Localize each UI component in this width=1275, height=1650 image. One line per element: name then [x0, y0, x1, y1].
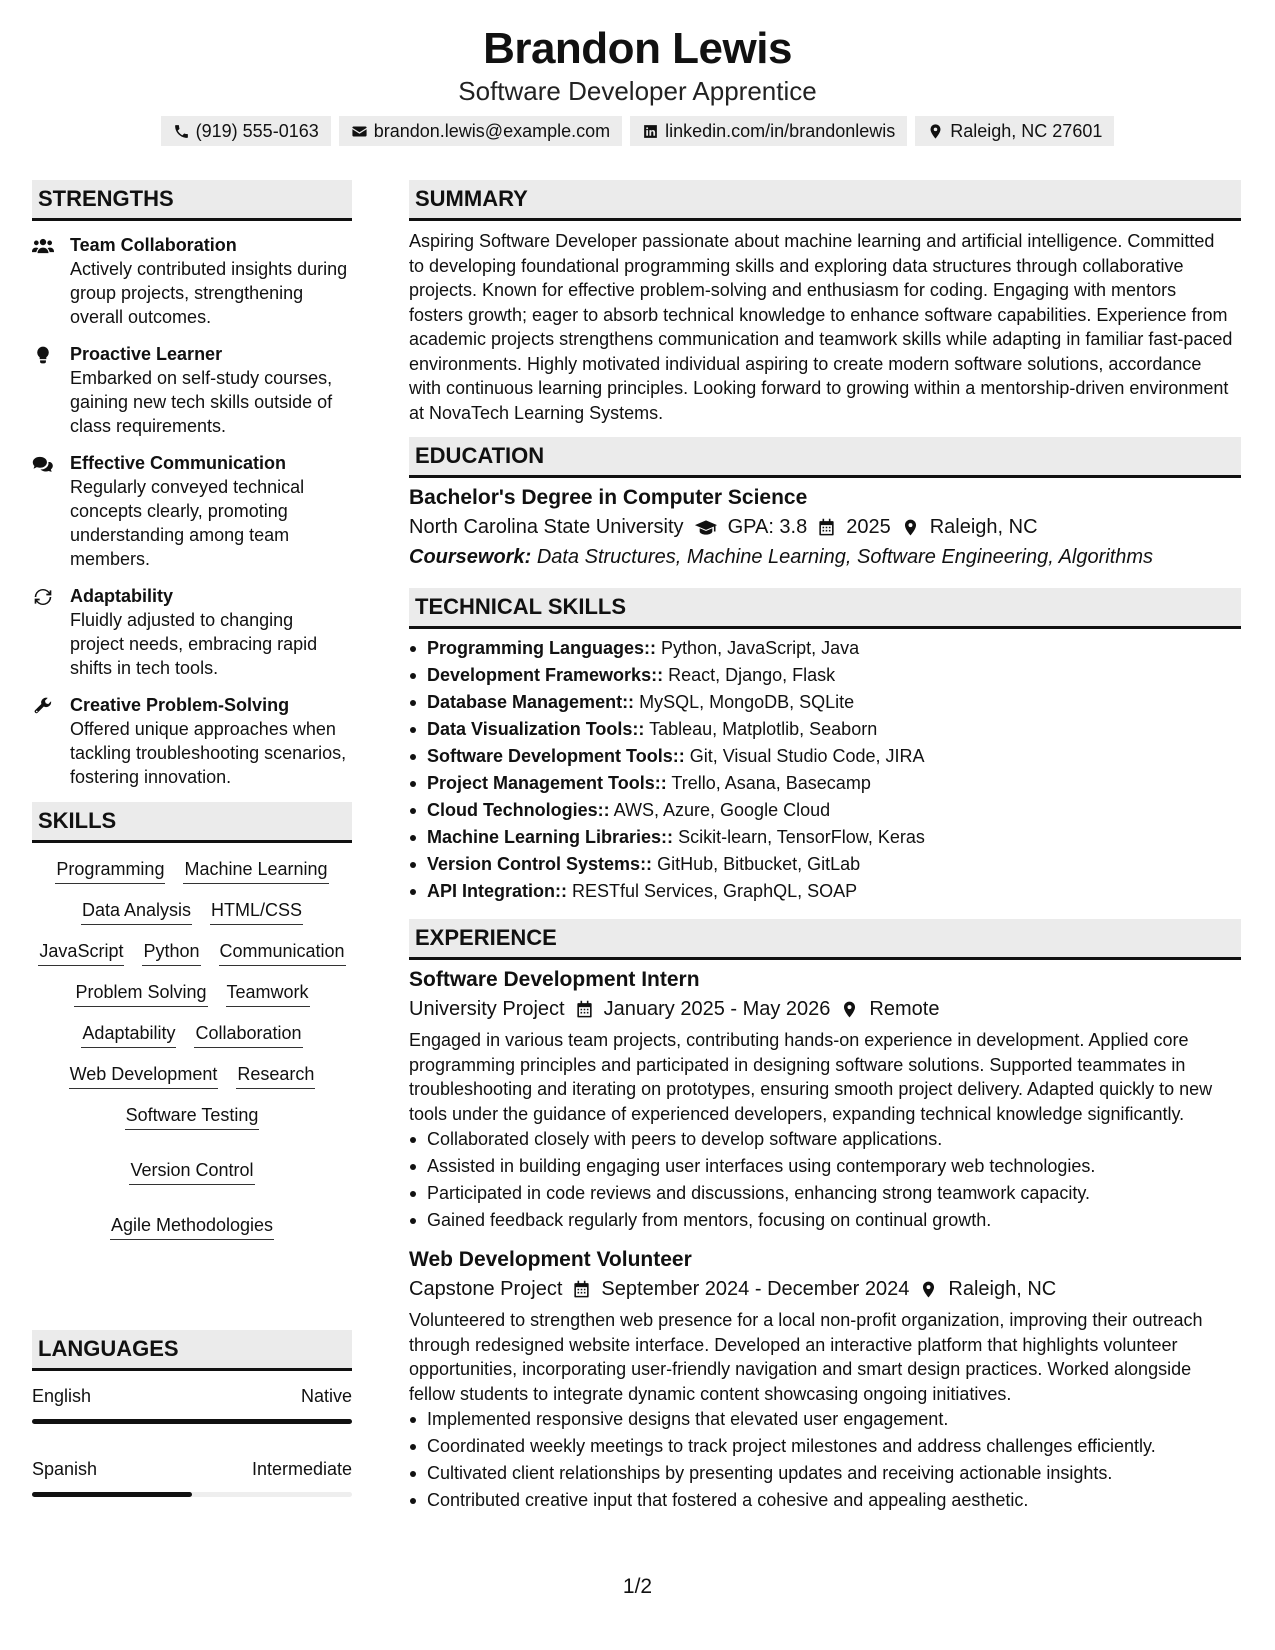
job-bullet: Cultivated client relationships by presenting updates and receiving actionable insights. [409, 1460, 1241, 1487]
tech-skill-label: Development Frameworks:: [427, 665, 664, 685]
envelope-icon [351, 123, 368, 140]
language-bar-fill [32, 1492, 192, 1497]
map-pin-icon [901, 518, 920, 537]
job-description: Volunteered to strengthen web presence for a local non-profit organization, improving their outreach through redesigned website interface. Developed an interactive platform that highlights volunteer opportunities, incorporating user-friendly navigation and smart design practices. Worked alongside fellow students to integrate dynamic content showcasing ongoing initiatives. [409, 1310, 1203, 1404]
job-bullet: Collaborated closely with peers to develop software applications. [409, 1126, 1241, 1153]
strength-item [32, 342, 352, 438]
skill-tag: HTML/CSS [210, 898, 303, 925]
users-icon [32, 236, 54, 256]
linkedin-text: linkedin.com/in/brandonlewis [665, 120, 896, 141]
education-meta [409, 512, 1241, 542]
skill-tag: Software Testing [125, 1103, 260, 1130]
language-item [32, 1383, 352, 1424]
skill-tag: Problem Solving [74, 980, 207, 1007]
language-bar-fill [32, 1419, 352, 1424]
skill-tag: Adaptability [81, 1021, 176, 1048]
candidate-name: Brandon Lewis [483, 24, 792, 73]
map-pin-icon [919, 1280, 938, 1299]
strength-desc: Offered unique approaches when tackling troubleshooting scenarios, fostering innovation. [70, 719, 347, 787]
page-number: 1/2 [622, 1575, 653, 1598]
job-description: Engaged in various team projects, contributing hands-on experience in development. Applied core programming principles and participated in designing software solutions. Supported teammates in troubleshooting and iterating on prototypes, ensuring smooth project delivery. Adapted quickly to new tools under the guidance of experienced developers, expanding technical knowledge significantly. [409, 1030, 1213, 1124]
job-dates: January 2025 - May 2026 [603, 998, 831, 1020]
right-column [409, 180, 1241, 1514]
job-meta [409, 1274, 1241, 1304]
job-bullet: Contributed creative input that fostered a cohesive and appealing aesthetic. [409, 1487, 1241, 1514]
skills-heading: SKILLS [32, 802, 352, 843]
linkedin-icon [642, 123, 659, 140]
job-entry [409, 966, 1241, 1234]
map-pin-icon [927, 123, 944, 140]
skill-tag: Data Analysis [81, 898, 192, 925]
job-bullet: Participated in code reviews and discussions, enhancing strong teamwork capacity. [409, 1180, 1241, 1207]
tech-skill-item [409, 635, 1241, 662]
strengths-heading: STRENGTHS [32, 180, 352, 221]
job-org: Capstone Project [409, 1278, 563, 1300]
tech-skill-value: Scikit-learn, TensorFlow, Keras [678, 827, 925, 847]
strength-title: Adaptability [70, 586, 174, 606]
graduation-cap-icon [694, 518, 718, 537]
job-bullets [409, 1126, 1241, 1234]
tech-skill-value: React, Django, Flask [668, 665, 836, 685]
language-level: Intermediate [251, 1459, 352, 1479]
tech-skill-value: MySQL, MongoDB, SQLite [639, 692, 855, 712]
tech-skill-item [409, 716, 1241, 743]
skill-tag: Collaboration [194, 1021, 302, 1048]
school-name: North Carolina State University [409, 516, 684, 538]
language-level: Native [300, 1386, 352, 1406]
skills-list [32, 843, 352, 1240]
lightbulb-icon [32, 345, 54, 365]
skill-tag: Python [142, 939, 200, 966]
skill-tag: Web Development [69, 1062, 219, 1089]
tech-skill-label: Version Control Systems:: [427, 854, 653, 874]
tech-skill-label: Data Visualization Tools:: [427, 719, 645, 739]
contact-phone[interactable] [161, 116, 331, 146]
skill-tag: Communication [219, 939, 346, 966]
tech-skill-item [409, 851, 1241, 878]
job-bullet: Coordinated weekly meetings to track project milestones and address challenges efficiently. [409, 1433, 1241, 1460]
tech-skill-label: Software Development Tools:: [427, 746, 685, 766]
job-entry [409, 1246, 1241, 1514]
languages-section [32, 1330, 352, 1497]
job-meta [409, 994, 1241, 1024]
language-item [32, 1456, 352, 1497]
skill-tag: Teamwork [226, 980, 310, 1007]
strength-desc: Fluidly adjusted to changing project needs, embracing rapid shifts in tech tools. [70, 610, 318, 678]
strength-item [32, 584, 352, 680]
language-name: English [32, 1386, 92, 1406]
strength-item [32, 233, 352, 329]
location-text: Raleigh, NC 27601 [950, 120, 1103, 141]
education-heading: EDUCATION [409, 437, 1241, 478]
job-title: Software Development Intern [409, 968, 700, 991]
skill-tag: Research [236, 1062, 315, 1089]
tech-skill-item [409, 824, 1241, 851]
tech-skill-label: API Integration:: [427, 881, 567, 901]
language-name: Spanish [32, 1459, 98, 1479]
tech-skill-item [409, 662, 1241, 689]
strength-title: Proactive Learner [70, 344, 223, 364]
tech-skill-label: Project Management Tools:: [427, 773, 667, 793]
strength-item [32, 693, 352, 789]
job-dates: September 2024 - December 2024 [601, 1278, 910, 1300]
calendar-icon [817, 518, 836, 537]
strength-desc: Embarked on self-study courses, gaining new tech skills outside of class requirements. [70, 368, 333, 436]
comments-icon [32, 454, 54, 474]
contact-email[interactable] [339, 116, 622, 146]
summary-text: Aspiring Software Developer passionate about machine learning and artificial intelligence. Committed to developing foundational programming skills and exploring data structures through collaborative projects. Known for effective problem-solving and enthusiasm for coding. Engaging with mentors fosters growth; eager to absorb technical knowledge to enhance software capabilities. Experience from academic projects strengthens communication and teamwork skills while adapting in familiar fast-paced environments. Highly motivated individual aspiring to create modern software solutions, accordance with continuous learning principles. Looking forward to growing within a mentorship-driven environment at NovaTech Learning Systems. [409, 231, 1233, 423]
job-bullet: Implemented responsive designs that elevated user engagement. [409, 1406, 1241, 1433]
strengths-list [32, 233, 352, 789]
tech-skill-value: GitHub, Bitbucket, GitLab [657, 854, 861, 874]
education-location: Raleigh, NC [929, 516, 1038, 538]
left-column [32, 180, 352, 1240]
email-text: brandon.lewis@example.com [373, 120, 611, 141]
gpa-text: GPA: 3.8 [727, 516, 808, 538]
grad-year: 2025 [846, 516, 891, 538]
technical-skills-heading: TECHNICAL SKILLS [409, 588, 1241, 629]
strength-desc: Regularly conveyed technical concepts clearly, promoting understanding among team members. [70, 477, 305, 569]
strength-desc: Actively contributed insights during group projects, strengthening overall outcomes. [70, 259, 348, 327]
tech-skill-item [409, 689, 1241, 716]
degree-title: Bachelor's Degree in Computer Science [409, 486, 808, 509]
job-bullet: Assisted in building engaging user interfaces using contemporary web technologies. [409, 1153, 1241, 1180]
strength-title: Effective Communication [70, 453, 287, 473]
phone-text: (919) 555-0163 [195, 120, 319, 141]
language-bar [32, 1492, 352, 1497]
tech-skill-value: Python, JavaScript, Java [661, 638, 860, 658]
skill-tag: JavaScript [38, 939, 124, 966]
calendar-icon [575, 1000, 594, 1019]
wrench-icon [32, 696, 54, 716]
tech-skill-value: Trello, Asana, Basecamp [671, 773, 871, 793]
technical-skills-list [409, 635, 1241, 905]
contact-linkedin[interactable] [630, 116, 907, 146]
tech-skill-value: AWS, Azure, Google Cloud [613, 800, 831, 820]
job-title: Web Development Volunteer [409, 1248, 692, 1271]
tech-skill-item [409, 878, 1241, 905]
tech-skill-label: Cloud Technologies:: [427, 800, 610, 820]
tech-skill-label: Programming Languages:: [427, 638, 657, 658]
coursework-line [409, 542, 1241, 572]
resume-header [0, 22, 1275, 146]
summary-heading: SUMMARY [409, 180, 1241, 221]
coursework-label: Coursework: [409, 546, 532, 568]
coursework-list: Data Structures, Machine Learning, Software Engineering, Algorithms [536, 546, 1154, 568]
job-title: Software Developer Apprentice [458, 76, 817, 106]
tech-skill-value: Git, Visual Studio Code, JIRA [689, 746, 925, 766]
education-entry [409, 484, 1241, 572]
phone-icon [173, 123, 190, 140]
sync-icon [32, 587, 54, 607]
language-bar [32, 1419, 352, 1424]
skill-tag: Programming [55, 857, 165, 884]
strength-title: Creative Problem-Solving [70, 695, 290, 715]
skill-tag: Machine Learning [183, 857, 328, 884]
skill-tag: Agile Methodologies [110, 1213, 274, 1240]
tech-skill-item [409, 797, 1241, 824]
job-location: Raleigh, NC [948, 1278, 1057, 1300]
languages-heading: LANGUAGES [32, 1330, 352, 1371]
job-org: University Project [409, 998, 565, 1020]
strength-item [32, 451, 352, 571]
tech-skill-item [409, 770, 1241, 797]
contact-bar [0, 116, 1275, 146]
skill-tag: Version Control [129, 1158, 254, 1185]
strength-title: Team Collaboration [70, 235, 237, 255]
tech-skill-label: Database Management:: [427, 692, 635, 712]
calendar-icon [572, 1280, 591, 1299]
job-location: Remote [869, 998, 940, 1020]
tech-skill-value: Tableau, Matplotlib, Seaborn [649, 719, 878, 739]
experience-heading: EXPERIENCE [409, 919, 1241, 960]
tech-skill-item [409, 743, 1241, 770]
tech-skill-value: RESTful Services, GraphQL, SOAP [572, 881, 858, 901]
contact-location [915, 116, 1114, 146]
job-bullet: Gained feedback regularly from mentors, focusing on continual growth. [409, 1207, 1241, 1234]
job-bullets [409, 1406, 1241, 1514]
tech-skill-label: Machine Learning Libraries:: [427, 827, 674, 847]
map-pin-icon [840, 1000, 859, 1019]
